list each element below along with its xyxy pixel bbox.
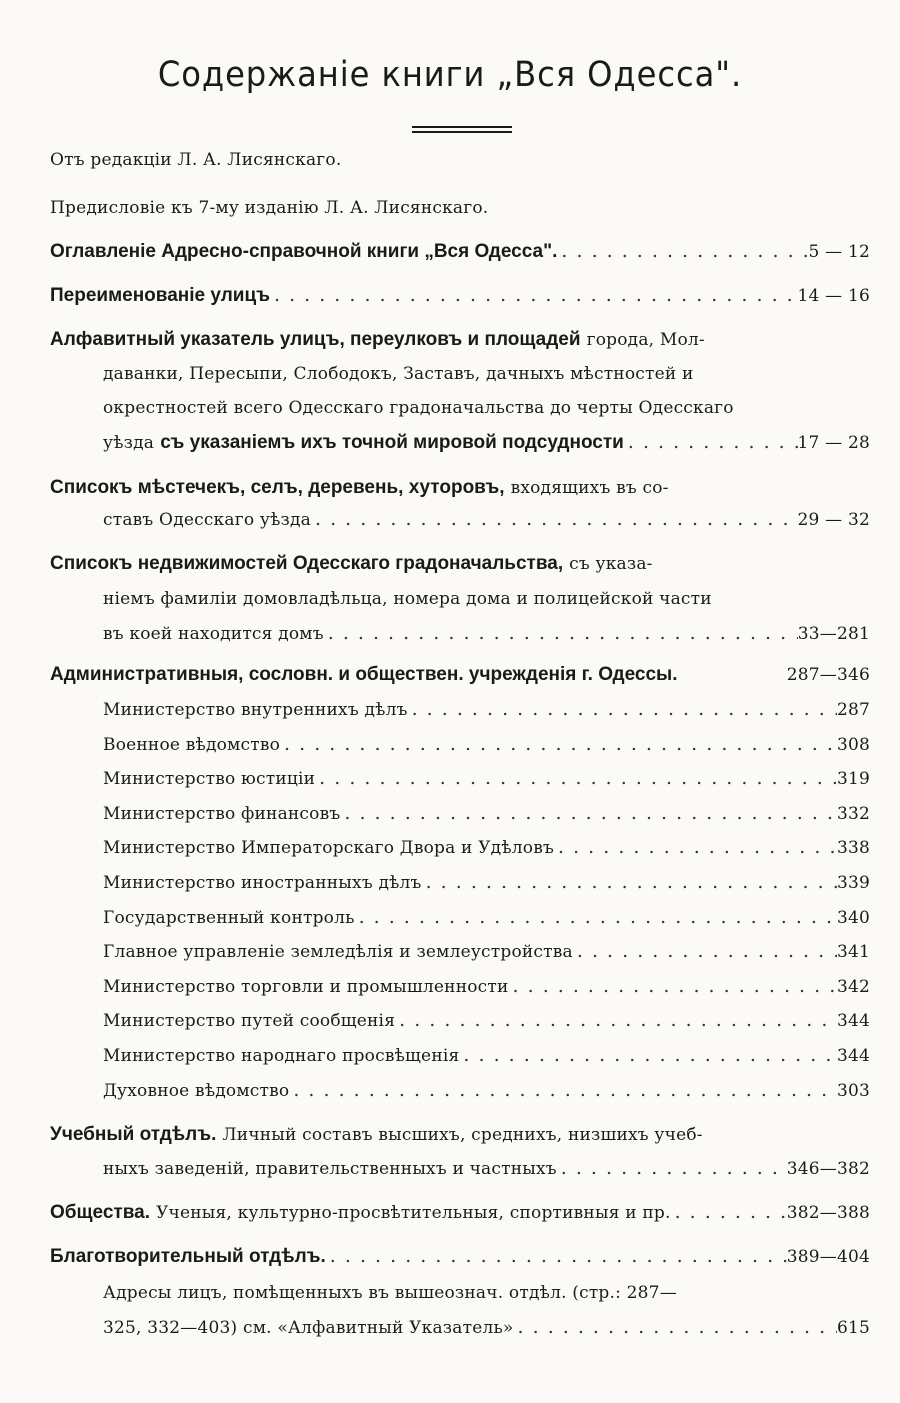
toc-subentry[interactable] bbox=[103, 1007, 870, 1034]
intro-editorial: Отъ редакціи Л. А. Лисянскаго. bbox=[50, 150, 342, 170]
page-range: 287—346 bbox=[786, 665, 870, 685]
subentry-label: Духовное вѣдомство bbox=[103, 1081, 290, 1101]
page-range: 5 — 12 bbox=[808, 242, 870, 262]
page-number: 338 bbox=[836, 838, 870, 858]
leader-dots bbox=[573, 938, 837, 964]
subentry-label: Министерство торговли и промышленности bbox=[103, 977, 509, 997]
leader-dots bbox=[395, 1007, 837, 1033]
leader-dots bbox=[340, 800, 837, 826]
subentry-label: Государственный контроль bbox=[103, 908, 355, 928]
leader-dots bbox=[355, 904, 837, 930]
toc-subentry[interactable] bbox=[103, 869, 870, 896]
toc-entry-realty-line2: ніемъ фамиліи домовладѣльца, номера дома и полицейской части bbox=[103, 589, 712, 609]
toc-entry-villages-line2: ставъ Одесскаго уѣзда . . . 29 — 32 bbox=[103, 506, 870, 533]
toc-entry-education-line2: ныхъ заведеній, правительственныхъ и частныхъ . . . 346—382 bbox=[103, 1155, 870, 1182]
subentry-label: Министерство юстиціи bbox=[103, 769, 316, 789]
page-number: 339 bbox=[836, 873, 870, 893]
toc-entry-addresses-line2: 325, 332—403) см. «Алфавитный Указатель» . . . 615 bbox=[103, 1314, 870, 1341]
toc-subentry[interactable] bbox=[103, 973, 870, 1000]
toc-subentry[interactable] bbox=[103, 904, 870, 931]
subentry-label: Военное вѣдомство bbox=[103, 735, 281, 755]
leader-dots bbox=[509, 973, 837, 999]
leader-dots bbox=[408, 696, 837, 722]
toc-entry-education[interactable]: Учебный отдѣлъ. Личный составъ высшихъ, среднихъ, низшихъ учеб- bbox=[50, 1124, 703, 1145]
leader-dots bbox=[624, 429, 798, 455]
page-number: 341 bbox=[836, 942, 870, 962]
toc-entry-street-index[interactable]: Алфавитный указатель улицъ, переулковъ и площадей города, Мол- bbox=[50, 329, 705, 350]
toc-subentry[interactable] bbox=[103, 1077, 870, 1104]
page-number: 287 bbox=[836, 700, 870, 720]
toc-entry-addresses[interactable]: Адресы лицъ, помѣщенныхъ въ вышеознач. отдѣл. (стр.: 287— bbox=[103, 1283, 677, 1303]
page-number: 303 bbox=[836, 1081, 870, 1101]
leader-dots bbox=[554, 834, 837, 860]
title-rule-bottom bbox=[412, 131, 512, 133]
page-number: 319 bbox=[836, 769, 870, 789]
intro-preface: Предисловіе къ 7-му изданію Л. А. Лисянскаго. bbox=[50, 198, 489, 218]
toc-entry-administrative[interactable]: Административныя, сословн. и обществен. учрежденія г. Одессы. 287—346 bbox=[50, 661, 870, 688]
page-range: 382—388 bbox=[786, 1203, 870, 1223]
subentry-label: Министерство народнаго просвѣщенія bbox=[103, 1046, 460, 1066]
subentry-label: Министерство внутреннихъ дѣлъ bbox=[103, 700, 408, 720]
leader-dots bbox=[557, 238, 808, 264]
leader-dots bbox=[315, 765, 837, 791]
leader-dots bbox=[270, 282, 798, 308]
page-number: 342 bbox=[836, 977, 870, 997]
leader-dots bbox=[280, 731, 837, 757]
leader-dots bbox=[459, 1042, 837, 1068]
leader-dots bbox=[557, 1155, 787, 1181]
subentry-label: Министерство Императорскаго Двора и Удѣловъ bbox=[103, 838, 555, 858]
toc-entry-villages[interactable]: Списокъ мѣстечекъ, селъ, деревень, хуторовъ, входящихъ въ со- bbox=[50, 477, 669, 498]
leader-dots bbox=[326, 1243, 787, 1269]
page-number: 344 bbox=[836, 1011, 870, 1031]
page-title: Содержаніе книги „Вся Одесса". bbox=[157, 55, 743, 95]
toc-subentry[interactable] bbox=[103, 938, 870, 965]
toc-entry-realty-line3: въ коей находится домъ . . . 33—281 bbox=[103, 620, 870, 647]
page-range: 33—281 bbox=[797, 624, 870, 644]
page-range: 14 — 16 bbox=[797, 286, 870, 306]
toc-subentry[interactable] bbox=[103, 696, 870, 723]
page-range: 346—382 bbox=[786, 1159, 870, 1179]
leader-dots bbox=[422, 869, 837, 895]
subentry-label: Министерство путей сообщенія bbox=[103, 1011, 396, 1031]
page-range: 17 — 28 bbox=[797, 433, 870, 453]
toc-entry-renaming[interactable]: Переименованіе улицъ . . . 14 — 16 bbox=[50, 282, 870, 309]
page-range: 29 — 32 bbox=[797, 510, 870, 530]
page-range: 389—404 bbox=[786, 1247, 870, 1267]
toc-subentry[interactable] bbox=[103, 800, 870, 827]
page-number: 340 bbox=[836, 908, 870, 928]
leader-dots bbox=[671, 1199, 787, 1225]
page-number: 615 bbox=[836, 1318, 870, 1338]
leader-dots bbox=[289, 1077, 837, 1103]
toc-entry-street-index-line4: уѣзда съ указаніемъ ихъ точной мировой подсудности . . . 17 — 28 bbox=[103, 429, 870, 456]
toc-entry-societies[interactable]: Общества. Ученыя, культурно-просвѣтительныя, спортивныя и пр. . . . 382—388 bbox=[50, 1199, 870, 1226]
page-number: 344 bbox=[836, 1046, 870, 1066]
leader-dots bbox=[324, 620, 798, 646]
page-number: 308 bbox=[836, 735, 870, 755]
subentry-label: Главное управленіе земледѣлія и землеустройства bbox=[103, 942, 573, 962]
toc-entry-charity[interactable]: Благотворительный отдѣлъ. . . . 389—404 bbox=[50, 1243, 870, 1270]
leader-dots bbox=[514, 1314, 837, 1340]
leader-dots bbox=[311, 506, 798, 532]
toc-subentry[interactable] bbox=[103, 731, 870, 758]
toc-entry-street-index-line2: даванки, Пересыпи, Слободокъ, Заставъ, дачныхъ мѣстностей и bbox=[103, 364, 694, 384]
title-rule-top bbox=[412, 126, 512, 128]
page-number: 332 bbox=[836, 804, 870, 824]
toc-subentry[interactable] bbox=[103, 1042, 870, 1069]
toc-entry-contents[interactable]: Оглавленіе Адресно-справочной книги „Вся Одесса". . . . 5 — 12 bbox=[50, 238, 870, 265]
toc-subentry[interactable] bbox=[103, 834, 870, 861]
subentry-label: Министерство финансовъ bbox=[103, 804, 341, 824]
toc-entry-realty[interactable]: Списокъ недвижимостей Одесскаго градоначальства, съ указа- bbox=[50, 553, 653, 574]
subentry-label: Министерство иностранныхъ дѣлъ bbox=[103, 873, 422, 893]
toc-subentry[interactable] bbox=[103, 765, 870, 792]
toc-entry-street-index-line3: окрестностей всего Одесскаго градоначальства до черты Одесскаго bbox=[103, 398, 734, 418]
